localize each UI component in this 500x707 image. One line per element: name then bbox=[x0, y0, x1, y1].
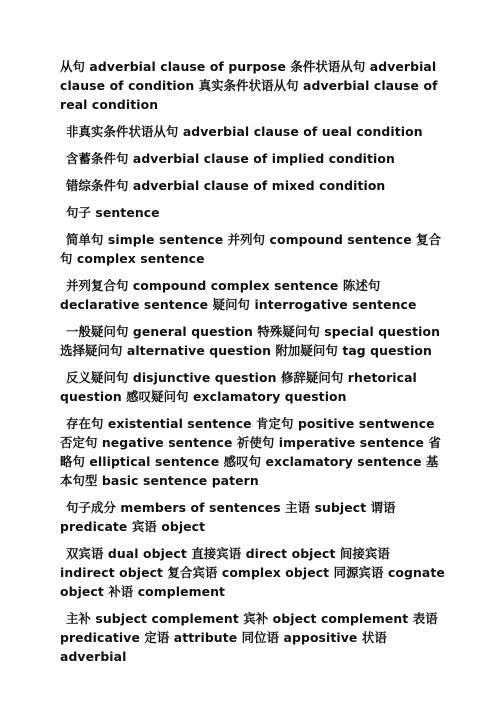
glossary-paragraph-9: 反义疑问句 disjunctive question 修辞疑问句 rhetorical question 感叹疑问句 exclamatory question bbox=[60, 370, 417, 404]
glossary-paragraph-3: 含蓄条件句 adverbial clause of implied condition bbox=[66, 151, 395, 166]
document-body bbox=[60, 57, 445, 674]
glossary-paragraph-6: 简单句 simple sentence 并列句 compound sentence 复合句 complex sentence bbox=[60, 232, 442, 266]
glossary-paragraph-7: 并列复合句 compound complex sentence 陈述句 declarative sentence 疑问句 interrogative sentence bbox=[60, 278, 417, 312]
glossary-paragraph-11: 句子成分 members of sentences 主语 subject 谓语 predicate 宾语 object bbox=[60, 500, 396, 534]
glossary-paragraph-10: 存在句 existential sentence 肯定句 positive sentwence 否定句 negative sentence 祈使句 imperative sentence 省略句 elliptical sentence 感叹句 exclamatory sentence 基本句型 basic sentence patern bbox=[60, 416, 441, 488]
glossary-paragraph-2: 非真实条件状语从句 adverbial clause of ueal condition bbox=[66, 124, 423, 139]
glossary-paragraph-1: 从句 adverbial clause of purpose 条件状语从句 adverbial clause of condition 真实条件状语从句 adverbial clause of real condition bbox=[60, 59, 438, 112]
glossary-paragraph-5: 句子 sentence bbox=[66, 205, 160, 220]
glossary-paragraph-4: 错综条件句 adverbial clause of mixed condition bbox=[66, 178, 386, 193]
glossary-paragraph-8: 一般疑问句 general question 特殊疑问句 special question 选择疑问句 alternative question 附加疑问句 tag question bbox=[60, 324, 440, 358]
glossary-paragraph-13: 主补 subject complement 宾补 object complement 表语 predicative 定语 attribute 同位语 appositive 状语 adverbial bbox=[60, 611, 438, 664]
glossary-paragraph-12: 双宾语 dual object 直接宾语 direct object 间接宾语 indirect object 复合宾语 complex object 同源宾语 cognate object 补语 complement bbox=[60, 546, 445, 599]
